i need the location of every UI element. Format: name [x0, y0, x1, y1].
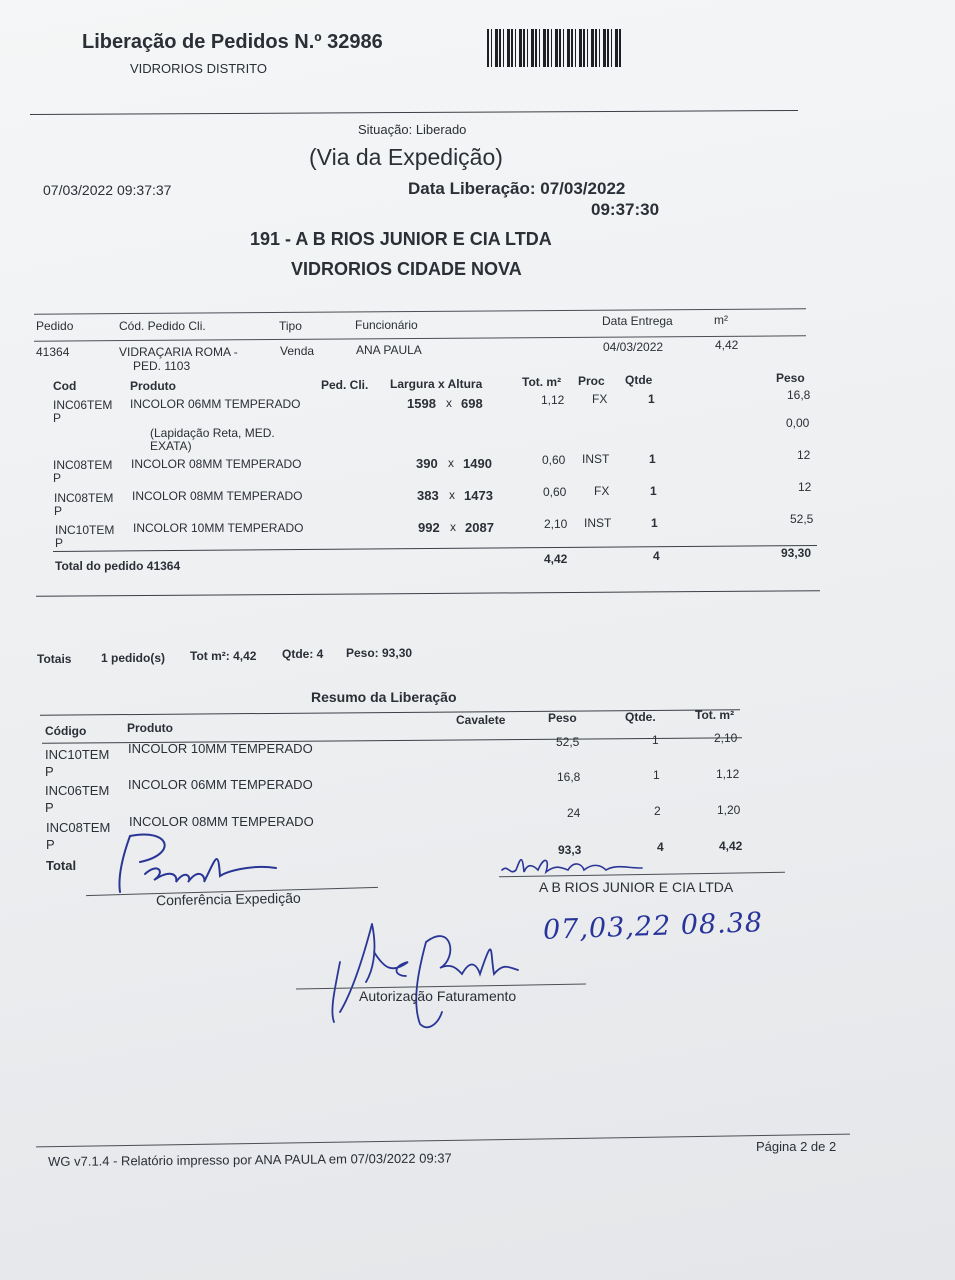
- order-employee: ANA PAULA: [356, 343, 422, 357]
- summary-product: INCOLOR 10MM TEMPERADO: [128, 741, 313, 756]
- summary-weight: 52,5: [556, 735, 580, 749]
- summary-total-label: Total: [46, 858, 77, 873]
- client-store: VIDRORIOS CIDADE NOVA: [291, 259, 522, 279]
- document-title: Liberação de Pedidos N.º 32986: [82, 31, 383, 53]
- item-code: INC06TEM: [53, 398, 113, 412]
- client-name: 191 - A B RIOS JUNIOR E CIA LTDA: [250, 229, 552, 249]
- item-x: x: [448, 456, 454, 470]
- autorizacao-label: Autorização Faturamento: [359, 988, 517, 1004]
- order-m2: 4,42: [715, 338, 739, 352]
- item-qtde: 1: [649, 452, 656, 466]
- item-code-suffix: P: [54, 504, 63, 518]
- item-width: 390: [416, 456, 438, 471]
- summary-tot-m2: 1,12: [716, 767, 740, 781]
- col-cod: Cod: [53, 379, 77, 393]
- conferencia-label: Conferência Expedição: [155, 889, 301, 909]
- summary-col-qtde: Qtde.: [625, 710, 656, 724]
- totals-weight: Peso: 93,30: [346, 646, 413, 660]
- summary-col-peso: Peso: [548, 711, 577, 725]
- col-m2: m²: [714, 313, 728, 327]
- order-total-qtde: 4: [653, 549, 660, 563]
- barcode: [487, 29, 621, 67]
- item-code-suffix: P: [53, 471, 62, 485]
- release-time: 09:37:30: [591, 200, 660, 219]
- item-note-weight: 0,00: [786, 416, 810, 430]
- item-code: INC10TEM: [55, 523, 115, 537]
- summary-qtde: 1: [653, 768, 660, 782]
- order-client-code-1: VIDRAÇARIA ROMA -: [119, 345, 238, 359]
- order-table-header-rule: [34, 335, 806, 341]
- item-tot-m2: 2,10: [544, 517, 568, 531]
- item-width: 383: [417, 488, 439, 503]
- footer-rule: [36, 1134, 850, 1148]
- summary-product: INCOLOR 06MM TEMPERADO: [128, 777, 313, 792]
- item-code: INC08TEM: [54, 491, 114, 505]
- col-proc: Proc: [578, 374, 605, 388]
- col-pedido: Pedido: [36, 319, 74, 333]
- order-table-top-rule: [34, 308, 806, 314]
- item-height: 1473: [464, 488, 493, 503]
- page-number: Página 2 de 2: [756, 1139, 837, 1154]
- company-name: VIDRORIOS DISTRITO: [130, 61, 267, 76]
- col-tot-m2: Tot. m²: [522, 375, 562, 389]
- col-largura-altura: Largura x Altura: [390, 377, 483, 391]
- item-width: 992: [418, 520, 440, 535]
- item-note-line2: EXATA): [150, 439, 192, 453]
- item-width: 1598: [407, 396, 436, 411]
- totals-m2: Tot m²: 4,42: [190, 649, 257, 663]
- signature-conferencia: [100, 828, 290, 898]
- summary-code-suffix: P: [45, 800, 54, 815]
- item-height: 698: [461, 396, 483, 411]
- item-tot-m2: 1,12: [541, 393, 565, 407]
- item-tot-m2: 0,60: [543, 485, 567, 499]
- item-x: x: [450, 520, 456, 534]
- item-qtde: 1: [648, 392, 655, 406]
- handwritten-date: 07,03,22 08.38: [542, 907, 764, 946]
- item-x: x: [449, 488, 455, 502]
- item-height: 1490: [463, 456, 492, 471]
- item-proc: FX: [594, 484, 610, 498]
- item-qtde: 1: [651, 516, 658, 530]
- order-total-weight: 93,30: [781, 546, 812, 560]
- totals-qtde: Qtde: 4: [282, 647, 324, 661]
- col-produto: Produto: [130, 379, 176, 393]
- client-company-label: A B RIOS JUNIOR E CIA LTDA: [539, 879, 734, 895]
- item-note-line1: (Lapidação Reta, MED.: [150, 426, 275, 440]
- order-total-label: Total do pedido 41364: [55, 559, 181, 573]
- summary-code: INC10TEM: [45, 747, 110, 762]
- col-ped-cli: Ped. Cli.: [321, 378, 369, 392]
- summary-total-qtde: 4: [657, 840, 664, 854]
- summary-code: INC06TEM: [45, 783, 110, 798]
- col-funcionario: Funcionário: [355, 318, 418, 332]
- order-number: 41364: [36, 345, 70, 359]
- item-product: INCOLOR 10MM TEMPERADO: [133, 521, 304, 535]
- summary-title: Resumo da Liberação: [311, 689, 457, 705]
- summary-total-weight: 93,3: [558, 843, 582, 857]
- item-code-suffix: P: [53, 411, 62, 425]
- col-cod-pedido-cli: Cód. Pedido Cli.: [119, 319, 206, 333]
- col-data-entrega: Data Entrega: [602, 314, 673, 328]
- item-product: INCOLOR 08MM TEMPERADO: [131, 457, 302, 471]
- release-date: Data Liberação: 07/03/2022: [408, 179, 626, 198]
- item-weight: 52,5: [790, 512, 814, 526]
- summary-col-tot-m2: Tot. m²: [695, 708, 735, 722]
- items-total-rule: [53, 545, 817, 552]
- summary-qtde: 2: [654, 804, 661, 818]
- item-code: INC08TEM: [53, 458, 113, 472]
- order-client-code-2: PED. 1103: [133, 359, 191, 373]
- totals-label: Totais: [37, 652, 72, 666]
- summary-code: INC08TEM: [46, 820, 111, 835]
- summary-product: INCOLOR 08MM TEMPERADO: [129, 814, 314, 829]
- header-divider: [30, 110, 798, 115]
- item-product: INCOLOR 06MM TEMPERADO: [130, 397, 301, 411]
- signature-autorizacao: [322, 912, 532, 1032]
- order-delivery-date: 04/03/2022: [603, 340, 664, 354]
- order-type: Venda: [280, 344, 315, 358]
- summary-total-m2: 4,42: [719, 839, 743, 853]
- item-code-suffix: P: [55, 536, 64, 550]
- print-datetime: 07/03/2022 09:37:37: [43, 182, 172, 198]
- item-proc: FX: [592, 392, 608, 406]
- summary-tot-m2: 1,20: [717, 803, 741, 817]
- col-peso: Peso: [776, 371, 805, 385]
- summary-code-suffix: P: [45, 764, 54, 779]
- item-qtde: 1: [650, 484, 657, 498]
- item-weight: 12: [798, 480, 812, 494]
- summary-weight: 24: [567, 806, 581, 820]
- order-total-m2: 4,42: [544, 552, 568, 566]
- order-end-rule: [36, 590, 820, 596]
- summary-col-produto: Produto: [127, 721, 173, 735]
- item-weight: 12: [797, 448, 811, 462]
- item-tot-m2: 0,60: [542, 453, 566, 467]
- item-product: INCOLOR 08MM TEMPERADO: [132, 489, 303, 503]
- col-qtde: Qtde: [625, 373, 653, 387]
- item-x: x: [446, 396, 452, 410]
- item-weight: 16,8: [787, 388, 811, 402]
- copy-label: (Via da Expedição): [309, 144, 503, 170]
- summary-col-codigo: Código: [45, 724, 87, 738]
- col-tipo: Tipo: [279, 319, 302, 333]
- summary-code-suffix: P: [46, 837, 55, 852]
- summary-col-cavalete: Cavalete: [456, 713, 506, 727]
- item-proc: INST: [582, 452, 610, 466]
- item-proc: INST: [584, 516, 612, 530]
- totals-orders: 1 pedido(s): [101, 651, 166, 665]
- status-text: Situação: Liberado: [358, 122, 467, 137]
- summary-weight: 16,8: [557, 770, 581, 784]
- summary-tot-m2: 2,10: [714, 731, 738, 745]
- footer-printed-by: WG v7.1.4 - Relatório impresso por ANA PAULA em 07/03/2022 09:37: [48, 1150, 452, 1169]
- summary-qtde: 1: [652, 733, 659, 747]
- item-height: 2087: [465, 520, 494, 535]
